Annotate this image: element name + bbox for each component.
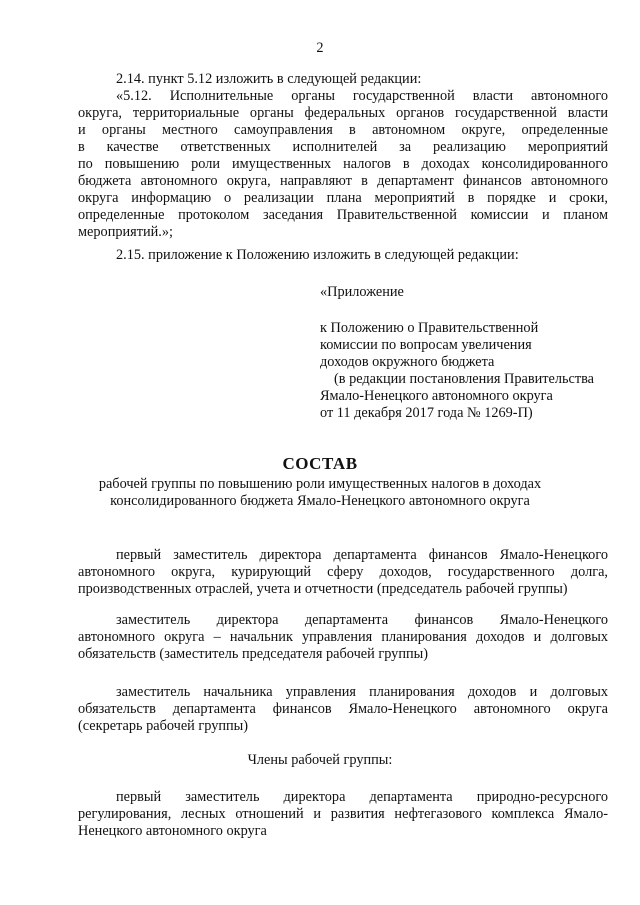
members-heading: Члены рабочей группы: <box>247 752 393 768</box>
member-entry <box>78 789 608 840</box>
entry-line: обязательств (заместитель председателя рабочей группы) <box>78 646 428 662</box>
entry-line: автономного округа – начальник управления планирования доходов и долговых <box>78 629 608 645</box>
entry-line: производственных отраслей, учета и отчетности (председатель рабочей группы) <box>78 581 568 597</box>
appendix-line: Ямало-Ненецкого автономного округа <box>320 388 553 404</box>
group-entry-deputy-chair <box>78 612 608 663</box>
appendix-title: «Приложение <box>320 284 404 300</box>
entry-line: обязательств департамента финансов Ямало-Ненецкого автономного округа <box>78 701 608 717</box>
entry-line: (секретарь рабочей группы) <box>78 718 249 734</box>
appendix-line: (в редакции постановления Правительства <box>334 371 595 387</box>
item-2-14-line: округа, территориальные органы федеральных органов государственной власти <box>78 105 608 121</box>
group-entry-chair <box>78 547 608 598</box>
item-2-14-line: в качестве ответственных исполнителей за реализацию мероприятий <box>78 139 608 155</box>
composition-title: СОСТАВ <box>282 454 358 473</box>
subtitle-line: рабочей группы по повышению роли имущественных налогов в доходах <box>98 476 542 492</box>
item-2-14-line: по повышению роли имущественных налогов в доходах консолидированного <box>78 156 608 172</box>
entry-line: первый заместитель директора департамента финансов Ямало-Ненецкого <box>116 547 608 563</box>
item-2-14-line: мероприятий.»; <box>78 224 173 240</box>
appendix-caption <box>320 320 620 422</box>
entry-line: регулирования, лесных отношений и развития нефтегазового комплекса Ямало- <box>78 806 608 822</box>
item-2-14-line: бюджета автономного округа, направляют в департамент финансов автономного <box>78 173 608 189</box>
page-number: 2 <box>316 40 324 56</box>
group-entry-secretary <box>78 684 608 735</box>
subtitle-line: консолидированного бюджета Ямало-Ненецкого автономного округа <box>110 493 530 509</box>
item-2-14-heading: 2.14. пункт 5.12 изложить в следующей редакции: <box>116 71 422 87</box>
entry-line: автономного округа, курирующий сферу доходов, государственного долга, <box>78 564 608 580</box>
entry-line: первый заместитель директора департамента природно-ресурсного <box>116 789 608 805</box>
item-2-14-line: «5.12. Исполнительные органы государственной власти автономного <box>116 88 608 104</box>
appendix-line: к Положению о Правительственной <box>320 320 539 336</box>
item-2-14-line: определенные протоколом заседания Правительственной комиссии и планом <box>78 207 608 223</box>
entry-line: Ненецкого автономного округа <box>78 823 267 839</box>
appendix-line: от 11 декабря 2017 года № 1269-П) <box>320 405 533 421</box>
item-2-14-line: округа информацию о реализации плана мероприятий в порядке и сроки, <box>78 190 608 206</box>
item-2-15-heading: 2.15. приложение к Положению изложить в следующей редакции: <box>116 247 519 263</box>
item-2-14 <box>78 71 608 241</box>
appendix-line: комиссии по вопросам увеличения <box>320 337 532 353</box>
entry-line: заместитель директора департамента финансов Ямало-Ненецкого <box>116 612 608 628</box>
entry-line: заместитель начальника управления планирования доходов и долговых <box>116 684 608 700</box>
item-2-15 <box>78 247 608 264</box>
composition-subtitle <box>70 476 570 510</box>
appendix-line: доходов окружного бюджета <box>320 354 495 370</box>
item-2-14-line: и органы местного самоуправления в автономном округе, определенные <box>78 122 608 138</box>
